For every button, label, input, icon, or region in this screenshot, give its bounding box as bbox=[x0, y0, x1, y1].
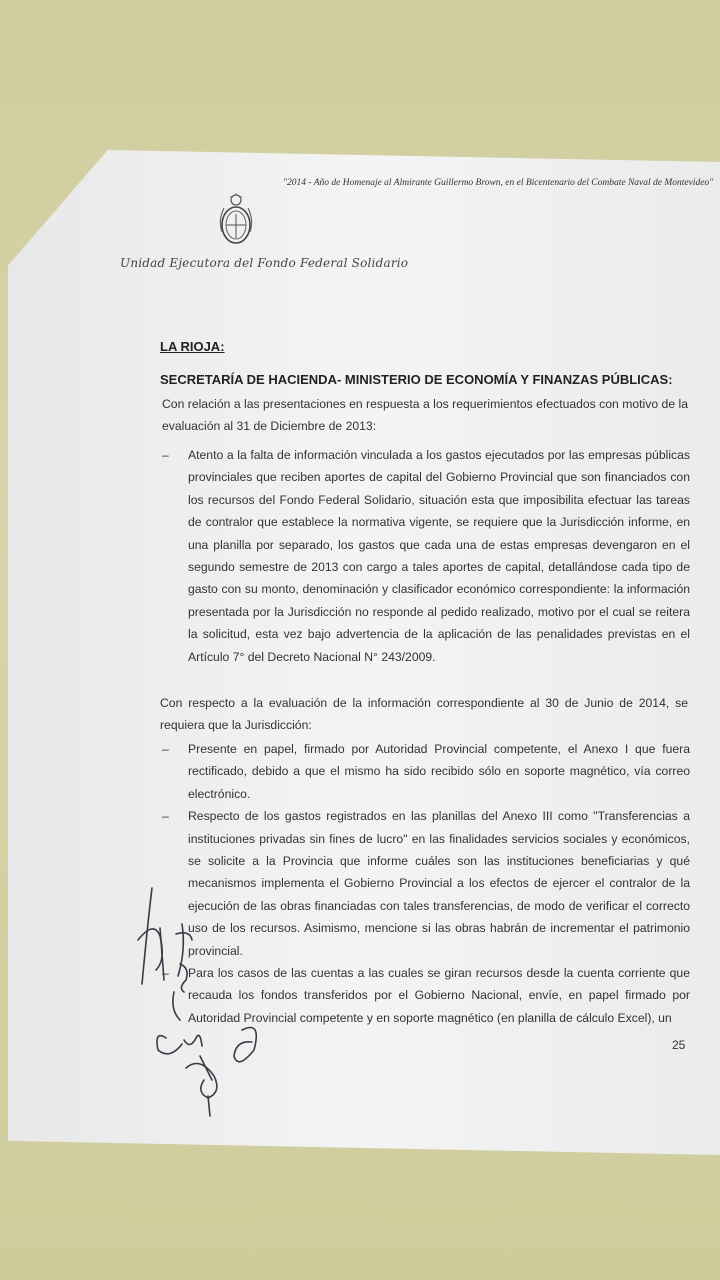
executing-unit-name: Unidad Ejecutora del Fondo Federal Solidario bbox=[120, 256, 409, 270]
ministry-heading: SECRETARÍA DE HACIENDA- MINISTERIO DE ECONOMÍA Y FINANZAS PÚBLICAS: bbox=[160, 372, 673, 387]
list-item: – Atento a la falta de información vinculada a los gastos ejecutados por las empresas públicas provinciales que reciben aportes de capital del Gobierno Provincial que son financiados con los recursos del Fondo Federal Solidario, situación esta que imposibilita efectuar las tareas de contralor que establece la normativa vigente, se requiere que la Jurisdicción informe, en una planilla por separado, los gastos que cada una de estas empresas devengaron en el segundo semestre de 2013 con cargo a tales aportes de capital, detallándose cada tipo de gasto con su monto, denominación y clasificador económico correspondiente: la información presentada por la Jurisdicción no responde al pedido realizado, motivo por el cual se reitera la solicitud, esta vez bajo advertencia de la aplicación de las penalidades previstas en el Artículo 7° del Decreto Nacional N° 243/2009. bbox=[160, 444, 690, 668]
evaluation-paragraph: Con respecto a la evaluación de la información correspondiente al 30 de Junio de 2014, se requiera que la Jurisdicción: bbox=[160, 696, 688, 733]
coat-of-arms-icon bbox=[216, 192, 256, 248]
handwritten-signature-icon bbox=[130, 880, 290, 1120]
province-heading: LA RIOJA: bbox=[160, 339, 225, 354]
list-item: – Presente en papel, firmado por Autoridad Provincial competente, el Anexo I que fuera rectificado, debido a que el mismo ha sido recibido sólo en soporte magnético, vía correo electrónico. bbox=[160, 738, 690, 805]
page-number: 25 bbox=[672, 1038, 686, 1052]
list-item: – Respecto de los gastos registrados en las planillas del Anexo III como "Transferencias a instituciones privadas sin fines de lucro" en las finalidades servicios sociales y económicos, se solicite a la Provincia que informe cuáles son las instituciones beneficiarias y qué mecanismos implementa el Gobierno Provincial a los efectos de ejercer el contralor de la ejecución de las obras financiadas con tales transferencias, de modo de verificar el correcto uso de los recursos. Asimismo, mencione si las obras habrán de incrementar el patrimonio provincial. bbox=[160, 805, 690, 962]
requirements-list-2013 bbox=[160, 444, 690, 668]
intro-paragraph: Con relación a las presentaciones en respuesta a los requerimientos efectuados con motivo de la evaluación al 31 de Diciembre de 2013: bbox=[162, 397, 688, 434]
list-item: – Para los casos de las cuentas a las cuales se giran recursos desde la cuenta corriente que recauda los fondos transferidos por el Gobierno Nacional, envíe, en papel firmado por Autoridad Provincial competente y en soporte magnético (en planilla de cálculo Excel), un bbox=[160, 962, 690, 1029]
header-motto: "2014 - Año de Homenaje al Almirante Guillermo Brown, en el Bicentenario del Combate Naval de Montevideo" bbox=[283, 178, 714, 188]
